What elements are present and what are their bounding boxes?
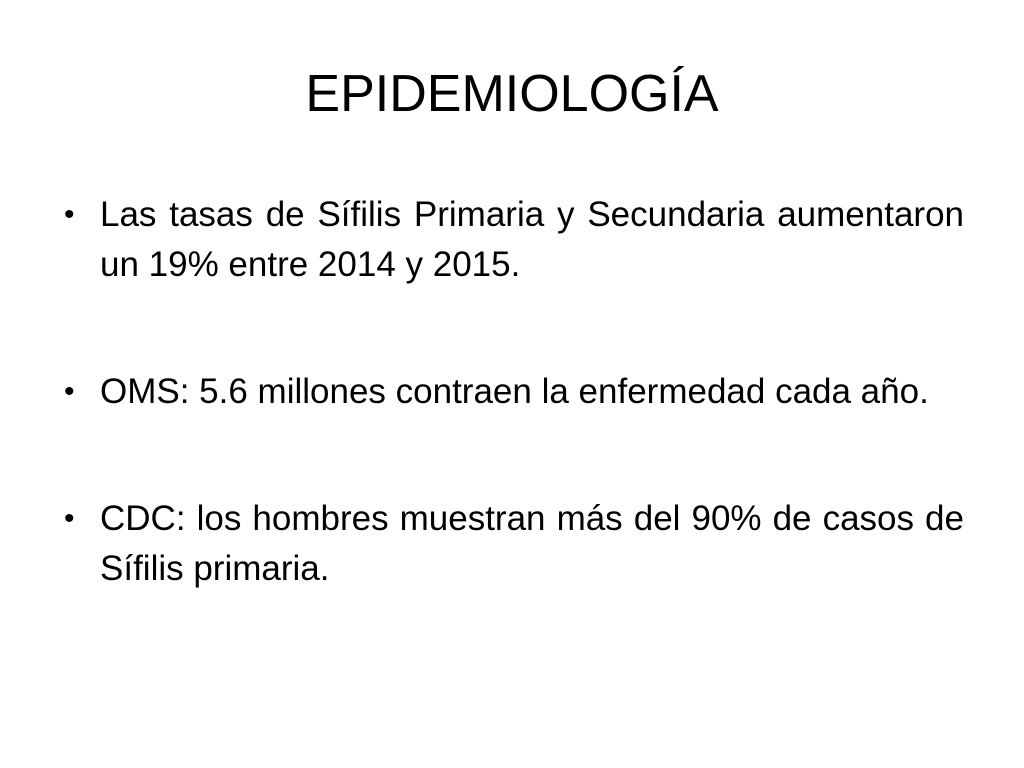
slide-title: EPIDEMIOLOGÍA [305, 65, 719, 123]
bullet-text: OMS: 5.6 millones contraen la enfermedad cada año. [100, 372, 929, 411]
bullet-dot-icon: • [64, 198, 75, 231]
bullet-dot-icon: • [64, 375, 75, 408]
bullet-list [62, 190, 964, 594]
bullet-text: Las tasas de Sífilis Primaria y Secundaria aumentaron un 19% entre 2014 y 2015. [100, 195, 964, 284]
bullet-dot-icon: • [64, 502, 75, 535]
bullet-item [62, 494, 964, 594]
bullet-item [62, 190, 964, 290]
bullet-text: CDC: los hombres muestran más del 90% de casos de Sífilis primaria. [100, 499, 964, 588]
bullet-item [62, 367, 964, 417]
